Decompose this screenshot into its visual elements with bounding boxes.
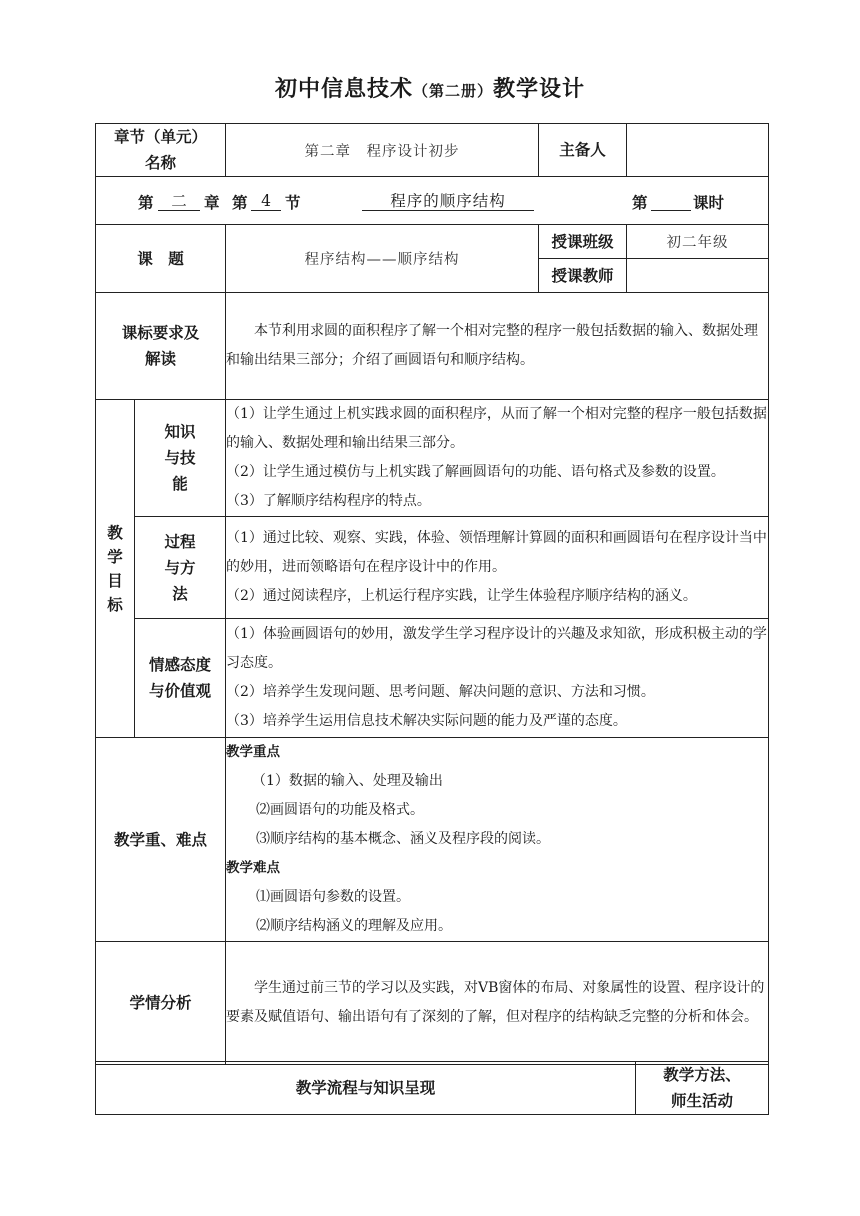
diff-item-1: ⑴画圆语句参数的设置。: [256, 889, 411, 905]
flow-header-table: [95, 1061, 769, 1115]
chapter-value: 第二章 程序设计初步: [226, 124, 539, 177]
emotion-cell: [226, 619, 769, 738]
teacher-label: 授课教师: [539, 259, 627, 293]
section-di2: 第: [232, 193, 248, 212]
section-name: 程序的顺序结构: [362, 192, 534, 211]
emotion-item-3: （3）培养学生运用信息技术解决实际问题的能力及严谨的态度。: [226, 713, 627, 729]
process-item-2: （2）通过阅读程序，上机运行程序实践，让学生体验程序顺序结构的涵义。: [226, 588, 697, 604]
chapter-number: 二: [158, 192, 200, 211]
analysis-label: 学情分析: [96, 942, 226, 1065]
methods-label: 教学方法、师生活动: [636, 1062, 769, 1115]
standard-label: 课标要求及解读: [96, 293, 226, 400]
lesson-plan-table: [95, 123, 769, 1065]
lesson-di: 第: [632, 193, 648, 212]
process-label: 过程与方法: [135, 517, 226, 619]
section-di: 第: [138, 193, 154, 212]
key-item-2: ⑵画圆语句的功能及格式。: [256, 802, 425, 818]
emotion-item-2: （2）培养学生发现问题、思考问题、解决问题的意识、方法和习惯。: [226, 684, 655, 700]
title-volume: （第二册）: [412, 82, 493, 100]
topic-label: 课 题: [96, 225, 226, 293]
process-row: [96, 517, 769, 619]
title-suffix: 教学设计: [493, 77, 586, 102]
process-cell: [226, 517, 769, 619]
document-title: [0, 72, 860, 103]
preparer-value: [627, 124, 769, 177]
section-zhang: 章: [204, 193, 220, 212]
section-jie: 节: [285, 193, 301, 212]
section-cell: [96, 177, 769, 225]
lesson-number: [651, 192, 691, 211]
knowledge-row: [96, 400, 769, 517]
section-row: [96, 177, 769, 225]
diff-title: 教学难点: [226, 860, 281, 876]
analysis-text: 学生通过前三节的学习以及实践，对VB窗体的布局、对象属性的设置、程序设计的要素及赋值语句、输出语句有了深刻的了解，但对程序的结构缺乏完整的分析和体会。: [226, 980, 765, 1025]
chapter-label: 章节（单元）名称: [96, 124, 226, 177]
section-number: 4: [251, 192, 281, 211]
title-main: 初中信息技术: [274, 77, 413, 102]
key-item-3: ⑶顺序结构的基本概念、涵义及程序段的阅读。: [256, 831, 551, 847]
class-label: 授课班级: [539, 225, 627, 259]
knowledge-item-3: （3）了解顺序结构程序的特点。: [226, 493, 431, 509]
keypoints-label: 教学重、难点: [96, 738, 226, 942]
topic-row: [96, 225, 769, 259]
lesson-keshi: 课时: [693, 193, 725, 212]
diff-item-2: ⑵顺序结构涵义的理解及应用。: [256, 918, 453, 934]
standard-row: [96, 293, 769, 400]
chapter-row: [96, 124, 769, 177]
flow-header-row: [96, 1062, 769, 1115]
class-value: 初二年级: [627, 225, 769, 259]
emotion-label: 情感态度与价值观: [135, 619, 226, 738]
analysis-cell: [226, 942, 769, 1065]
knowledge-item-1: （1）让学生通过上机实践求圆的面积程序，从而了解一个相对完整的程序一般包括数据的输入、数据处理和输出结果三部分。: [226, 406, 767, 451]
standard-text: 本节利用求圆的面积程序了解一个相对完整的程序一般包括数据的输入、数据处理和输出结果三部分；介绍了画圆语句和顺序结构。: [226, 323, 759, 368]
preparer-label: 主备人: [539, 124, 627, 177]
topic-value: 程序结构——顺序结构: [226, 225, 539, 293]
emotion-row: [96, 619, 769, 738]
teacher-value: [627, 259, 769, 293]
analysis-row: [96, 942, 769, 1065]
keypoints-cell: [226, 738, 769, 942]
key-item-1: （1）数据的输入、处理及输出: [252, 773, 443, 789]
knowledge-cell: [226, 400, 769, 517]
knowledge-item-2: （2）让学生通过模仿与上机实践了解画圆语句的功能、语句格式及参数的设置。: [226, 464, 725, 480]
objectives-label: 教学目标: [96, 400, 135, 738]
emotion-item-1: （1）体验画圆语句的妙用，激发学生学习程序设计的兴趣及求知欲，形成积极主动的学习态度。: [226, 626, 767, 671]
process-item-1: （1）通过比较、观察、实践，体验、领悟理解计算圆的面积和画圆语句在程序设计当中的妙用，进而领略语句在程序设计中的作用。: [226, 530, 767, 575]
keypoints-row: [96, 738, 769, 942]
knowledge-label: 知识与技能: [135, 400, 226, 517]
standard-text-cell: [226, 293, 769, 400]
flow-label: 教学流程与知识呈现: [96, 1062, 636, 1115]
key-title: 教学重点: [226, 744, 281, 760]
